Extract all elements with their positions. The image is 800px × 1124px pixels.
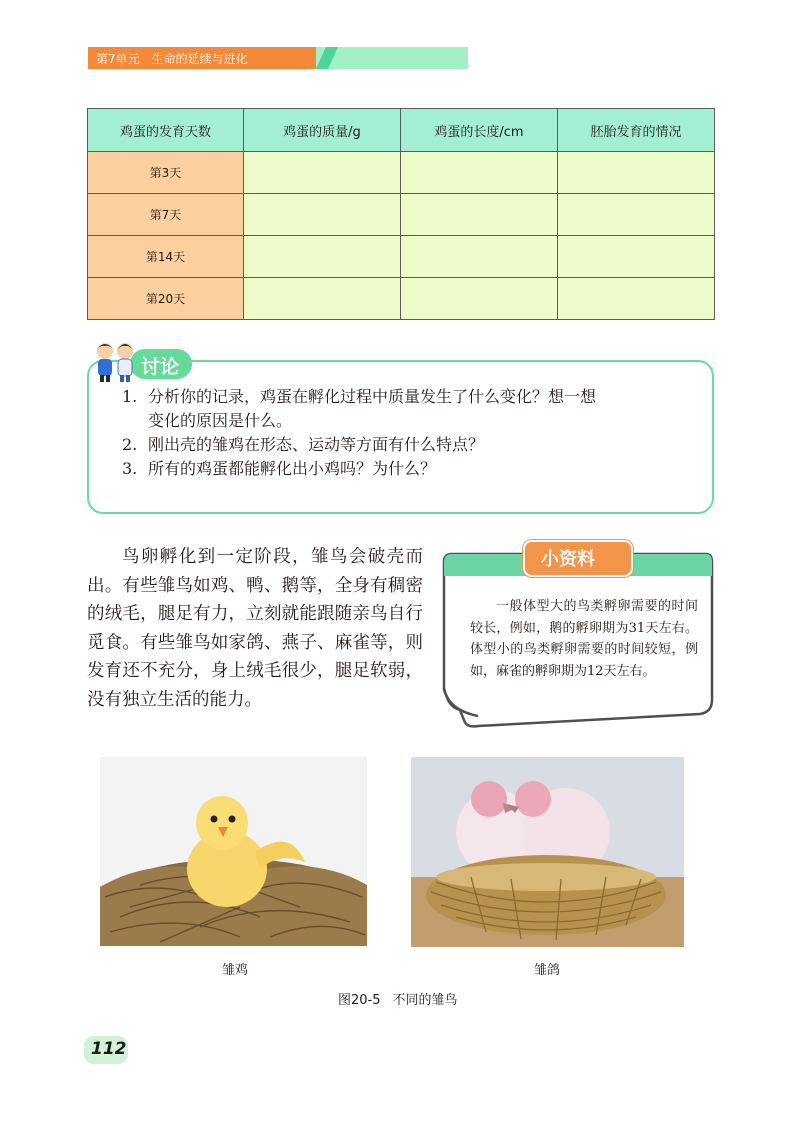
question-text: 分析你的记录，鸡蛋在孵化过程中质量发生了什么变化？想一想	[148, 387, 597, 406]
table-cell[interactable]	[558, 278, 715, 320]
col-header-mass: 鸡蛋的质量/g	[244, 109, 401, 152]
row-day-label: 第7天	[88, 194, 244, 236]
chick-photo	[100, 757, 367, 946]
info-text: 一般体型大的鸟类孵卵需要的时间较长，例如，鹅的孵卵期为31天左右。体型小的鸟类孵卵需要的时间较短，例如，麻雀的孵卵期为12天左右。	[470, 599, 698, 679]
question-text-cont: 变化的原因是什么。	[148, 411, 293, 430]
discussion-questions	[122, 385, 596, 481]
row-day-label: 第14天	[88, 236, 244, 278]
question-number: 1.	[122, 387, 138, 406]
info-title: 小资料	[541, 549, 595, 570]
list-item	[122, 385, 596, 433]
photo2-caption: 雏鸽	[534, 963, 561, 978]
table-cell[interactable]	[244, 236, 401, 278]
figure-caption	[338, 989, 458, 1008]
figure-number: 图20-5	[338, 993, 381, 1008]
table-cell[interactable]	[558, 152, 715, 194]
unit-label: 第7单元	[96, 52, 140, 66]
table-cell[interactable]	[244, 152, 401, 194]
table-cell[interactable]	[401, 194, 558, 236]
table-row	[88, 152, 715, 194]
table-cell[interactable]	[558, 194, 715, 236]
table-row	[88, 236, 715, 278]
body-paragraph: 鸟卵孵化到一定阶段，雏鸟会破壳而出。有些雏鸟如鸡、鸭、鹅等，全身有稠密的绒毛，腿足有力，立刻就能跟随亲鸟自行觅食。有些雏鸟如家鸽、燕子、麻雀等，则发育还不充分，身上绒毛很少，腿足软弱，没有独立生活的能力。	[87, 547, 423, 710]
table-header-row	[88, 109, 715, 152]
photo1-caption: 雏鸡	[222, 963, 249, 978]
question-text: 刚出壳的雏鸡在形态、运动等方面有什么特点？	[148, 435, 485, 454]
page-number: 112	[91, 1039, 127, 1059]
list-item	[122, 457, 596, 481]
table-cell[interactable]	[401, 278, 558, 320]
egg-record-table	[87, 108, 715, 320]
students-icon	[92, 340, 138, 382]
table-row	[88, 194, 715, 236]
col-header-days: 鸡蛋的发育天数	[88, 109, 244, 152]
list-item	[122, 433, 596, 457]
pigeon-chicks-photo	[411, 757, 684, 947]
header-text	[96, 50, 248, 67]
figure-title: 不同的雏鸟	[392, 993, 458, 1008]
col-header-length: 鸡蛋的长度/cm	[401, 109, 558, 152]
question-number: 2.	[122, 435, 138, 454]
question-text: 所有的鸡蛋都能孵化出小鸡吗？为什么？	[148, 459, 437, 478]
table-cell[interactable]	[244, 278, 401, 320]
table-cell[interactable]	[558, 236, 715, 278]
question-number: 3.	[122, 459, 138, 478]
row-day-label: 第20天	[88, 278, 244, 320]
table-cell[interactable]	[401, 236, 558, 278]
discussion-title: 讨论	[141, 356, 180, 378]
table-cell[interactable]	[244, 194, 401, 236]
unit-title: 生命的延续与进化	[151, 52, 248, 66]
table-row	[88, 278, 715, 320]
table-cell[interactable]	[401, 152, 558, 194]
header-green-band	[316, 47, 468, 69]
col-header-embryo: 胚胎发育的情况	[558, 109, 715, 152]
row-day-label: 第3天	[88, 152, 244, 194]
